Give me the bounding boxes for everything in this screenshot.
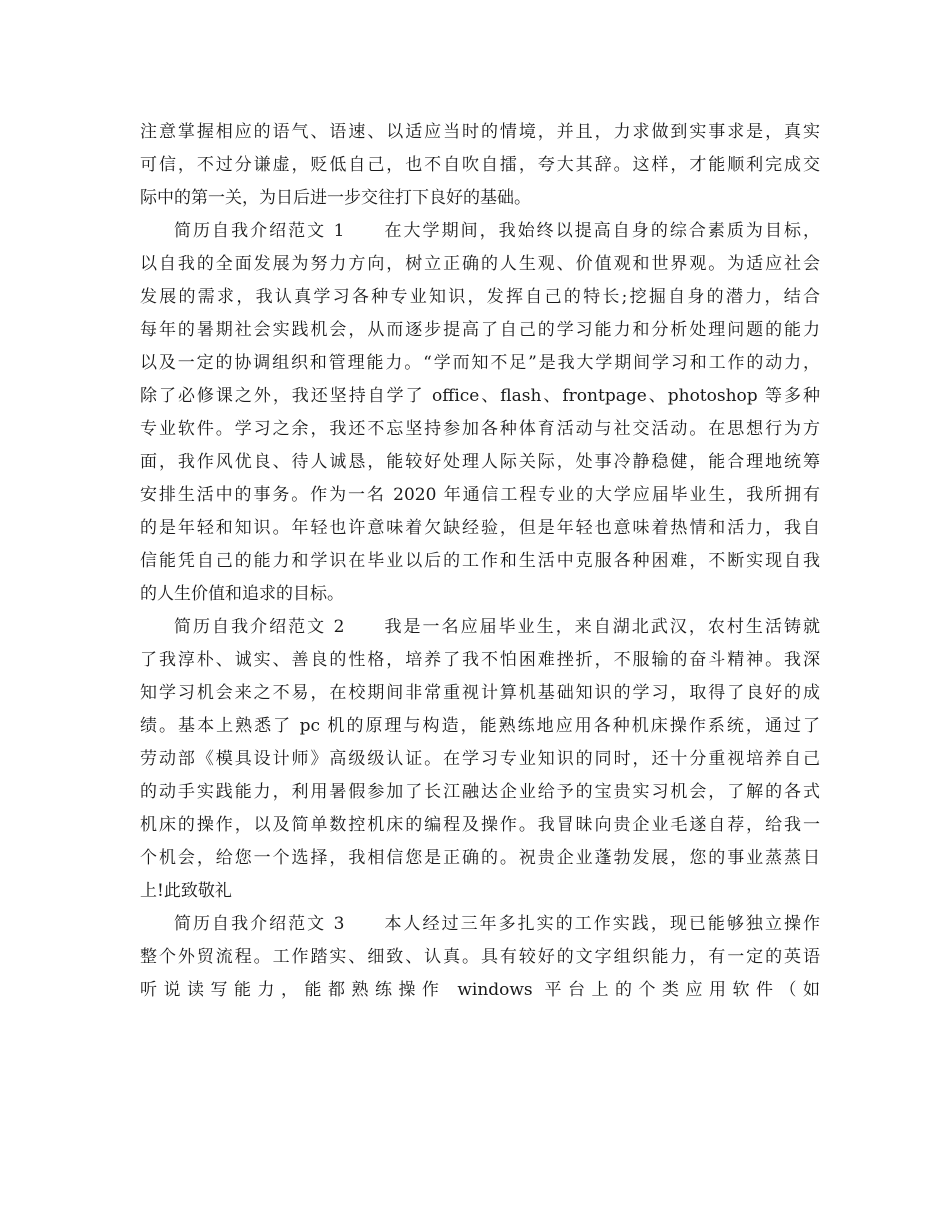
- text-line: 每年的暑期社会实践机会，从而逐步提高了自己的学习能力和分析处理问题的能力: [140, 320, 820, 340]
- paragraph-heading-line: 简历自我介绍范文 3 本人经过三年多扎实的工作实践，现已能够独立操作: [174, 914, 820, 934]
- text-line: 可信，不过分谦虚，贬低自己，也不自吹自擂，夸大其辞。这样，才能顺利完成交: [140, 155, 820, 175]
- paragraph-heading-line: 简历自我介绍范文 1 在大学期间，我始终以提高自身的综合素质为目标，: [174, 221, 820, 241]
- paragraph-heading-line: 简历自我介绍范文 2 我是一名应届毕业生，来自湖北武汉，农村生活铸就: [174, 617, 820, 637]
- text-line: 听说读写能力，能都熟练操作 windows 平台上的个类应用软件（如: [140, 980, 820, 1000]
- text-line: 个机会，给您一个选择，我相信您是正确的。祝贵企业蓬勃发展，您的事业蒸蒸日: [140, 848, 820, 868]
- text-line: 整个外贸流程。工作踏实、细致、认真。具有较好的文字组织能力，有一定的英语: [140, 947, 820, 967]
- text-line: 以自我的全面发展为努力方向，树立正确的人生观、价值观和世界观。为适应社会: [140, 254, 820, 274]
- text-line: 了我淳朴、诚实、善良的性格，培养了我不怕困难挫折，不服输的奋斗精神。我深: [140, 650, 820, 670]
- text-line: 除了必修课之外，我还坚持自学了 office、flash、frontpage、photoshop 等多种: [140, 386, 820, 406]
- text-line: 劳动部《模具设计师》高级级认证。在学习专业知识的同时，还十分重视培养自己: [140, 749, 820, 769]
- text-line: 际中的第一关，为日后进一步交往打下良好的基础。: [140, 188, 531, 208]
- text-line: 发展的需求，我认真学习各种专业知识，发挥自己的特长;挖掘自身的潜力，结合: [140, 287, 820, 307]
- text-line: 注意掌握相应的语气、语速、以适应当时的情境，并且，力求做到实事求是，真实: [140, 122, 820, 142]
- text-line: 的人生价值和追求的目标。: [140, 584, 344, 604]
- text-line: 机床的操作，以及简单数控机床的编程及操作。我冒昧向贵企业毛遂自荐，给我一: [140, 815, 820, 835]
- text-line: 面，我作风优良、待人诚恳，能较好处理人际关际，处事冷静稳健，能合理地统筹: [140, 452, 820, 472]
- text-line: 信能凭自己的能力和学识在毕业以后的工作和生活中克服各种困难，不断实现自我: [140, 551, 820, 571]
- document-body: [140, 116, 820, 1007]
- text-line: 上!此致敬礼: [140, 881, 232, 901]
- text-line: 的是年轻和知识。年轻也许意味着欠缺经验，但是年轻也意味着热情和活力，我自: [140, 518, 820, 538]
- text-line: 绩。基本上熟悉了 pc 机的原理与构造，能熟练地应用各种机床操作系统，通过了: [140, 716, 820, 736]
- text-line: 安排生活中的事务。作为一名 2020 年通信工程专业的大学应届毕业生，我所拥有: [140, 485, 820, 505]
- text-line: 的动手实践能力，利用暑假参加了长江融达企业给予的宝贵实习机会，了解的各式: [140, 782, 820, 802]
- text-line: 以及一定的协调组织和管理能力。“学而知不足”是我大学期间学习和工作的动力，: [140, 353, 820, 373]
- text-line: 专业软件。学习之余，我还不忘坚持参加各种体育活动与社交活动。在思想行为方: [140, 419, 820, 439]
- text-line: 知学习机会来之不易，在校期间非常重视计算机基础知识的学习，取得了良好的成: [140, 683, 820, 703]
